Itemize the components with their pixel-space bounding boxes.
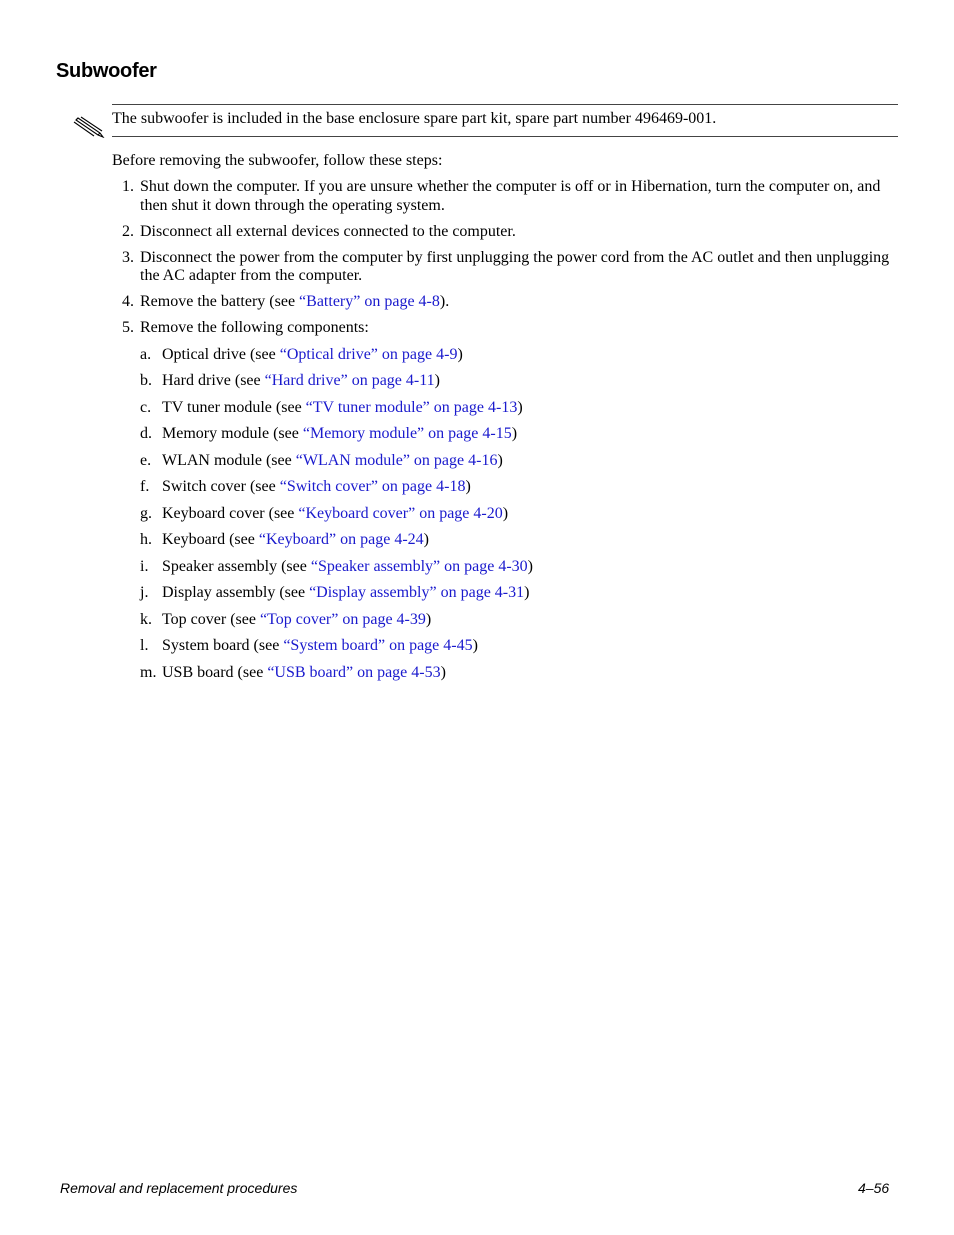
keyboard-cover-link[interactable]: “Keyboard cover” on page 4-20 xyxy=(298,504,503,522)
component-item xyxy=(140,478,898,505)
component-text: USB board (see xyxy=(162,663,268,681)
hard-drive-link[interactable]: “Hard drive” on page 4-11 xyxy=(264,372,435,389)
component-letter: i. xyxy=(140,557,149,575)
component-letter: e. xyxy=(140,451,152,469)
component-text-post: ) xyxy=(425,610,432,628)
component-letter: f. xyxy=(140,478,150,495)
step-text: Disconnect all external devices connected to the computer. xyxy=(140,222,516,240)
footer-page-number: 4–56 xyxy=(858,1180,890,1196)
component-text-post: ) xyxy=(472,637,478,654)
step-number: 3. xyxy=(122,248,134,266)
step-number: 1. xyxy=(122,178,134,195)
component-item xyxy=(140,425,898,452)
component-text: WLAN module (see xyxy=(162,451,296,469)
component-text-post: ) xyxy=(434,372,440,389)
step-text: Disconnect the power from the computer by first unplugging the power cord from the AC outlet and then unplugging the AC adapter from the computer. xyxy=(140,248,890,284)
component-letter: c. xyxy=(140,398,152,416)
component-text: Speaker assembly (see xyxy=(162,557,311,575)
component-text: Keyboard (see xyxy=(162,531,259,548)
components-list xyxy=(140,346,898,691)
optical-drive-link[interactable]: “Optical drive” on page 4-9 xyxy=(279,345,458,363)
component-text-post: ) xyxy=(423,531,429,548)
component-text: Display assembly (see xyxy=(162,584,310,601)
note-rule-top xyxy=(112,104,898,105)
component-letter: g. xyxy=(140,504,152,522)
usb-board-link[interactable]: “USB board” on page 4-53 xyxy=(267,663,441,681)
keyboard-link[interactable]: “Keyboard” on page 4-24 xyxy=(258,531,424,548)
component-letter: m. xyxy=(140,663,157,681)
system-board-link[interactable]: “System board” on page 4-45 xyxy=(283,637,473,654)
component-text-post: ) xyxy=(440,663,446,681)
top-cover-link[interactable]: “Top cover” on page 4-39 xyxy=(259,610,426,628)
component-text-post: ) xyxy=(527,557,533,575)
component-text: Top cover (see xyxy=(162,610,260,628)
display-assembly-link[interactable]: “Display assembly” on page 4-31 xyxy=(309,584,525,601)
component-item xyxy=(140,452,898,479)
page-title: Subwoofer xyxy=(56,60,157,82)
component-item xyxy=(140,558,898,585)
component-item xyxy=(140,637,898,664)
component-item xyxy=(140,505,898,532)
tv-tuner-module-link[interactable]: “TV tuner module” on page 4-13 xyxy=(305,398,518,416)
component-text: System board (see xyxy=(162,637,284,654)
memory-module-link[interactable]: “Memory module” on page 4-15 xyxy=(302,425,512,442)
step-item xyxy=(112,293,898,312)
step-text: Shut down the computer. If you are unsure whether the computer is off or in Hibernation, turn the computer on, and then shut it down through the operating system. xyxy=(140,178,881,214)
step-number: 2. xyxy=(122,222,134,240)
step-item xyxy=(112,178,898,215)
pencil-note-icon xyxy=(72,114,106,138)
component-letter: a. xyxy=(140,345,152,363)
component-letter: b. xyxy=(140,372,152,389)
component-item xyxy=(140,372,898,399)
component-text-post: ) xyxy=(511,425,518,442)
component-text-post: ) xyxy=(502,504,509,522)
speaker-assembly-link[interactable]: “Speaker assembly” on page 4-30 xyxy=(310,557,528,575)
battery-link[interactable]: “Battery” on page 4-8 xyxy=(299,293,440,310)
note-rule-bottom xyxy=(112,136,898,137)
step-text-post: ). xyxy=(439,293,450,310)
steps-list xyxy=(112,178,898,698)
component-text: Memory module (see xyxy=(162,425,303,442)
component-letter: d. xyxy=(140,425,152,442)
step-item xyxy=(112,223,898,242)
step-text: Remove the following components: xyxy=(140,319,369,336)
step-text-pre: Remove the battery (see xyxy=(140,293,300,310)
component-letter: h. xyxy=(140,531,152,548)
component-item xyxy=(140,531,898,558)
component-text: Switch cover (see xyxy=(162,478,280,495)
component-letter: k. xyxy=(140,610,152,628)
step-item xyxy=(112,249,898,286)
footer-section-title: Removal and replacement procedures xyxy=(60,1180,298,1196)
component-text-post: ) xyxy=(517,398,523,416)
component-item xyxy=(140,664,898,691)
component-item xyxy=(140,346,898,373)
component-text: Keyboard cover (see xyxy=(162,504,299,522)
component-item xyxy=(140,584,898,611)
step-number: 4. xyxy=(122,293,134,310)
intro-text: Before removing the subwoofer, follow these steps: xyxy=(112,152,443,169)
component-text-post: ) xyxy=(457,345,463,363)
component-text-post: ) xyxy=(524,584,530,601)
component-letter: l. xyxy=(140,637,149,654)
step-number: 5. xyxy=(122,319,134,336)
component-text: Hard drive (see xyxy=(162,372,265,389)
step-item xyxy=(112,319,898,690)
component-text-post: ) xyxy=(497,451,503,469)
component-letter: j. xyxy=(140,584,149,601)
wlan-module-link[interactable]: “WLAN module” on page 4-16 xyxy=(295,451,498,469)
component-item xyxy=(140,611,898,638)
component-item xyxy=(140,399,898,426)
component-text: TV tuner module (see xyxy=(162,398,306,416)
note-text: The subwoofer is included in the base enclosure spare part kit, spare part number 496469-001. xyxy=(112,110,717,127)
component-text-post: ) xyxy=(465,478,471,495)
component-text: Optical drive (see xyxy=(162,345,280,363)
switch-cover-link[interactable]: “Switch cover” on page 4-18 xyxy=(279,478,466,495)
